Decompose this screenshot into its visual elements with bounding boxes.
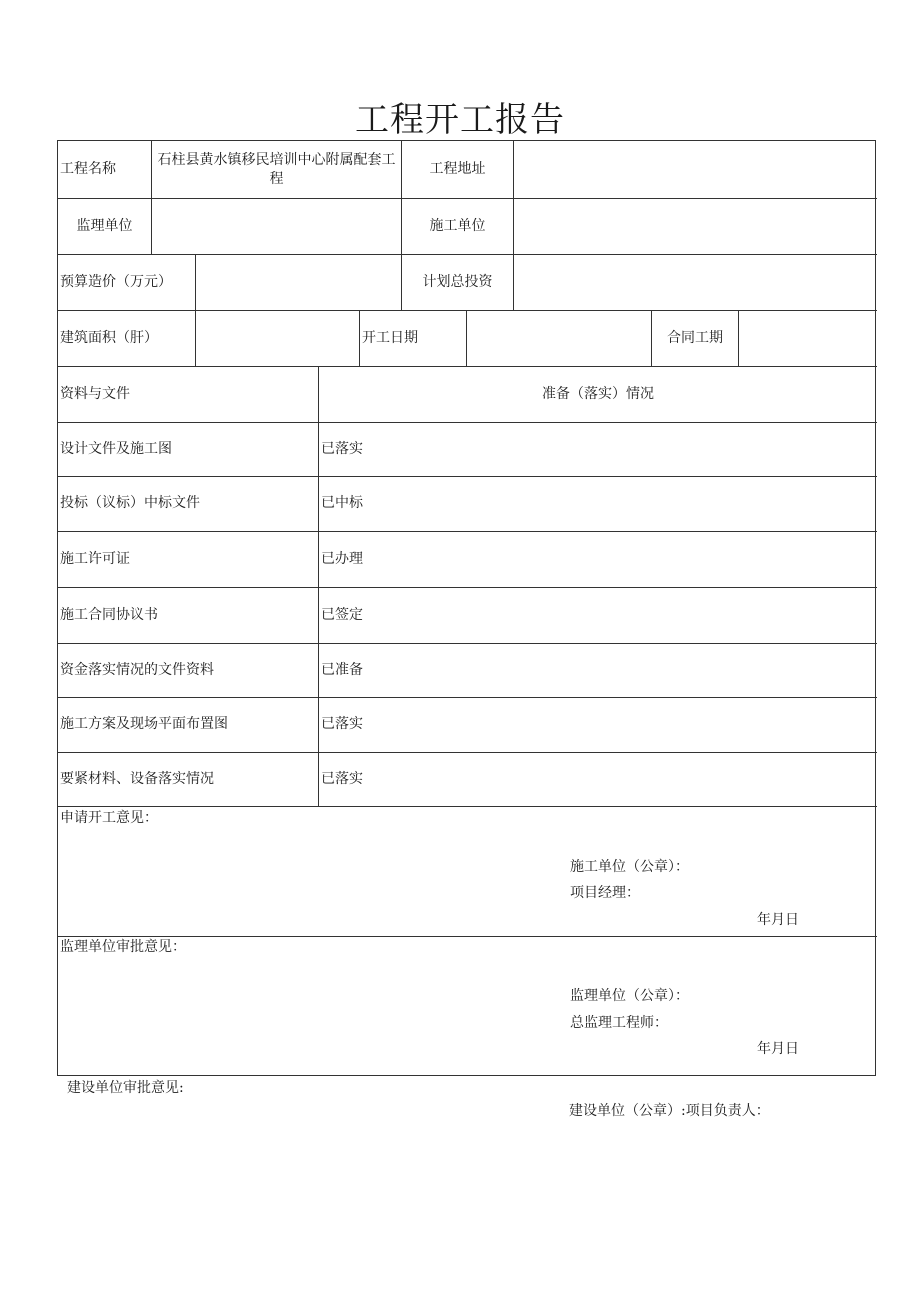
documents-header-right: 准备（落实）情况 — [542, 385, 654, 402]
budget-value[interactable] — [196, 254, 401, 310]
document-status[interactable]: 已办理 — [321, 550, 363, 567]
document-name: 设计文件及施工图 — [60, 440, 172, 457]
document-status[interactable]: 已准备 — [321, 661, 363, 678]
application-label: 申请开工意见： — [60, 810, 158, 826]
building-area-label: 建筑面积（肝） — [60, 329, 158, 346]
contract-period-value[interactable] — [739, 310, 877, 366]
chief-supervisor: 总监理工程师： — [570, 1015, 668, 1031]
document-name: 要紧材料、设备落实情况 — [60, 770, 214, 787]
row-divider — [58, 806, 877, 807]
contract-period-label: 合同工期 — [667, 329, 723, 346]
document-status[interactable]: 已落实 — [321, 440, 363, 457]
start-date-label: 开工日期 — [362, 329, 418, 346]
application-date: 年月日 — [757, 912, 799, 928]
document-name: 施工方案及现场平面布置图 — [60, 716, 228, 732]
report-form — [57, 140, 876, 1076]
document-status[interactable]: 已签定 — [321, 606, 363, 623]
row-divider — [58, 936, 877, 937]
supervision-date: 年月日 — [757, 1041, 799, 1057]
document-name: 施工许可证 — [60, 550, 130, 567]
page-title: 工程开工报告 — [355, 100, 565, 140]
supervision-approval-label: 监理单位审批意见： — [60, 939, 186, 955]
application-manager: 项目经理： — [570, 885, 640, 901]
owner-unit-seal: 建设单位（公章）:项目负责人： — [569, 1103, 770, 1119]
document-name: 资金落实情况的文件资料 — [60, 661, 214, 678]
project-address-label: 工程地址 — [429, 161, 486, 177]
project-address-value[interactable] — [514, 141, 877, 198]
supervision-unit-value[interactable] — [152, 198, 401, 254]
project-name-label: 工程名称 — [60, 161, 116, 177]
document-name: 施工合同协议书 — [60, 606, 158, 623]
supervision-unit-seal: 监理单位（公章）： — [570, 988, 689, 1004]
planned-investment-value[interactable] — [514, 254, 877, 310]
project-name-value[interactable]: 石柱县黄水镇移民培训中心附属配套工程 — [157, 151, 396, 187]
owner-approval-label: 建设单位审批意见: — [67, 1080, 184, 1096]
building-area-value[interactable] — [196, 310, 359, 366]
construction-unit-label: 施工单位 — [429, 217, 486, 234]
document-status[interactable]: 已落实 — [321, 770, 363, 787]
documents-header-left: 资料与文件 — [60, 385, 130, 402]
supervision-unit-label: 监理单位 — [76, 217, 133, 234]
budget-label: 预算造价（万元） — [60, 273, 172, 290]
application-unit-seal: 施工单位（公章）： — [570, 859, 689, 875]
planned-investment-label: 计划总投资 — [422, 273, 493, 290]
construction-unit-value[interactable] — [514, 198, 877, 254]
document-name: 投标（议标）中标文件 — [60, 495, 200, 511]
document-status[interactable]: 已中标 — [321, 495, 363, 511]
document-status[interactable]: 已落实 — [321, 716, 363, 732]
start-date-value[interactable] — [467, 310, 651, 366]
